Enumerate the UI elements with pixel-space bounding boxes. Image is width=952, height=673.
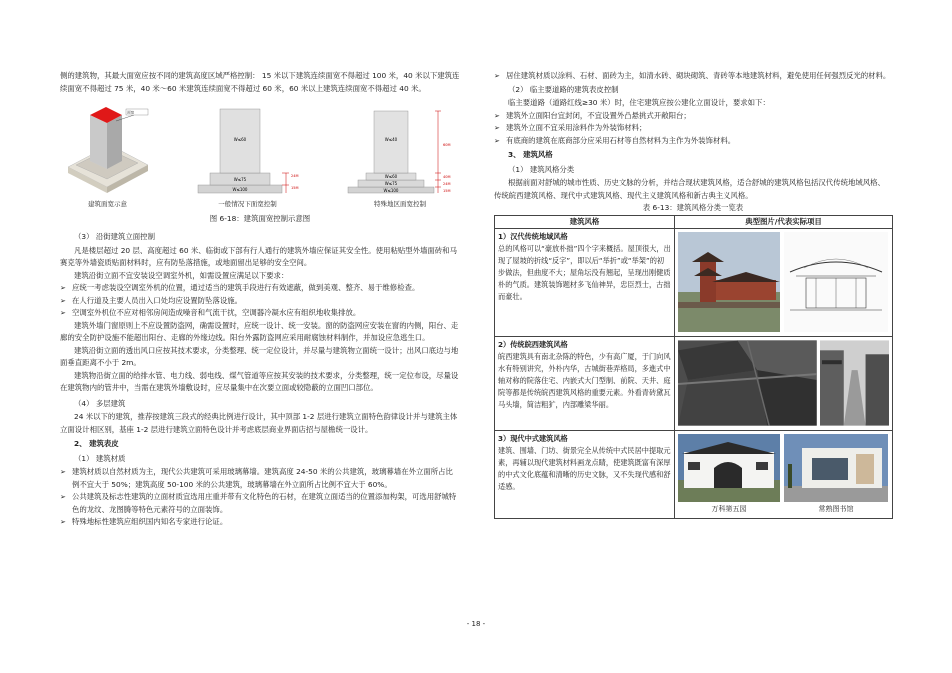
heading-building-skin: 2、 建筑表皮	[74, 439, 119, 448]
han-architecture-sketch	[784, 232, 888, 332]
section-4-paragraph: 24 米以下的建筑，推荐按建筑三段式的经典比例进行设计，其中顶部 1-2 层进行建筑立面特色韵律设计并与建筑主体立面设计相区别，基座 1-2 层进行建筑立面特色设计并考虑底层商业界面店招与屋檐统一设计。	[60, 412, 458, 434]
style-description: 建筑、围墙、门坊、街景完全从传统中式民居中提取元素，再辅以现代建筑材料画龙点睛，使建筑既富有深厚的中式文化底蕴和清晰的历史文脉，又不失现代感和舒适感。	[498, 446, 671, 491]
image-caption-changshu: 常熟图书馆	[818, 505, 854, 513]
wanxi-street-photo	[820, 340, 889, 426]
bullet-item: ➢ 建筑外立面不宜采用涂料作为外装饰材料；	[494, 122, 892, 135]
figure-caption-3: 特殊地区面宽控制	[374, 200, 426, 208]
style-cell	[495, 229, 675, 337]
bullet-item: ➢ 特殊地标性建筑应组织国内知名专家进行论证。	[60, 516, 460, 529]
arrow-bullet-icon: ➢	[60, 296, 66, 305]
general-width-control-diagram	[188, 101, 308, 196]
arrow-bullet-icon: ➢	[494, 111, 500, 120]
material-subheading: （1） 建筑材质	[74, 453, 126, 463]
vanke-fifth-garden-photo	[678, 434, 780, 502]
arrow-bullet-icon: ➢	[60, 284, 66, 292]
figure-caption-2: 一般情况下面宽控制	[218, 200, 277, 208]
height-15m-label: 15M	[443, 189, 451, 193]
image-cell	[675, 337, 893, 431]
style-table	[494, 215, 893, 520]
road-skin-paragraph: 临主要道路（道路红线≥30 米）时，住宅建筑应按公建化立面设计，要求如下：	[508, 98, 770, 107]
section-4-title: （4） 多层建筑	[74, 398, 126, 408]
style-name: 2）传统皖西建筑风格	[498, 340, 568, 349]
han-tower-photo	[678, 232, 780, 332]
building-width-3d-illustration	[60, 101, 155, 196]
style-classification-subheading: （1） 建筑风格分类	[508, 164, 575, 174]
height-15m-label: 15M	[290, 186, 298, 190]
w75-label: W≤75	[384, 181, 398, 186]
arrow-bullet-icon: ➢	[494, 124, 500, 132]
section-3-paragraph-1: 凡是楼层超过 20 层、高度超过 60 米、临街或下部有行人通行的建筑外墙应保证其安全性。使用粘贴型外墙面砖和马赛克等外墙瓷质贴面材料时，应有防坠落措施，或地面留出足够的安全空间。	[60, 245, 457, 267]
table-header-row	[495, 215, 893, 229]
style-cell	[495, 337, 675, 431]
height-40m-label: 40M	[443, 175, 451, 179]
w40-label: W≤40	[384, 137, 398, 142]
page-number: - 18 -	[466, 620, 486, 628]
left-column	[60, 70, 460, 529]
heading-building-style: 3、 建筑风格	[508, 150, 553, 159]
table-header-images: 典型图片/代表实际项目	[675, 215, 893, 229]
arrow-bullet-icon: ➢	[60, 468, 66, 476]
w100-label: W≤100	[232, 187, 247, 192]
section-3-title: （3） 沿街建筑立面控制	[74, 232, 155, 241]
image-cell	[675, 229, 893, 337]
figure-captions	[60, 198, 460, 211]
arrow-bullet-icon: ➢	[494, 72, 500, 80]
road-skin-subheading: （2） 临主要道路的建筑表皮控制	[508, 84, 619, 94]
height-60m-label: 60M	[443, 143, 451, 147]
table-header-style: 建筑风格	[495, 215, 675, 229]
width-control-figure	[60, 101, 460, 196]
w60-label: W≤60	[233, 137, 246, 142]
wanxi-rooftops-aerial-photo	[678, 340, 817, 426]
style-classification-paragraph: 根据前面对舒城的城市性质、历史文脉的分析，并结合现状建筑风格，适合舒城的建筑风格包括汉代传统地域风格、传统皖西建筑风格、现代中式建筑风格、现代主义建筑风格和新古典主义风格。	[494, 178, 885, 200]
table-row	[495, 431, 893, 519]
style-description: 总的风格可以“豪放朴拙”四个字来概括。屋顶很大，出现了屋坡的折线“反字”，即以后“举折”或“举架”的初步做法，但曲度不大；屋角坛没有翘起，呈现出刚健质朴的气质。建筑装饰题材多飞仙神异，忠臣烈士，古拙而豪壮。	[498, 244, 671, 301]
arrow-bullet-icon: ➢	[60, 518, 66, 526]
bullet-item: ➢ 居住建筑材质以涂料、石材、面砖为主，如清水砖、砌块砌筑、青砖等本地建筑材料，避免使用任何强烈反光的材料。	[494, 70, 892, 83]
changshu-library-photo	[784, 434, 888, 502]
w100-label: W≤100	[383, 188, 399, 193]
bullet-item: ➢ 建筑外立面阳台宜封闭，不宜设置外凸悬挑式开敞阳台；	[494, 110, 892, 123]
arrow-bullet-icon: ➢	[60, 309, 66, 317]
bullet-item: ➢ 在人行道及主要人员出入口处均应设置防坠落设施。	[60, 295, 460, 308]
height-24m-label: 24M	[290, 174, 298, 178]
style-description: 皖西建筑具有南北杂陈的特色，少有高广厦，于门向风水有特别讲究，外朴内华，古城街巷弄格局，多進式中轴对称的院落住宅、内嵌式大门型制、前院、天井、庭院等都是传统皖西建筑风格的重要元素。外看青砖黛瓦马头墙，简洁粗犷，内部雕梁华丽。	[498, 352, 671, 409]
section-3-paragraph-3: 建筑外墙门窗原则上不应设置防盗网，确需设置时，应统一设计、统一安装。窗的防盗网应安装在窗的内侧，阳台、走廊的安全防护设施不能超出阳台、走廊的外缘边线。阳台外露防盗网应采用耐腐蚀材料制作，并加设应急逃生口。	[60, 320, 459, 342]
style-name: 3）现代中式建筑风格	[498, 434, 568, 443]
right-column	[494, 70, 892, 519]
style-name: 1）汉代传统地域风格	[498, 232, 568, 241]
figure-caption-1: 建筑面宽示意	[88, 200, 127, 208]
arrow-bullet-icon: ➢	[60, 493, 66, 501]
section-3-paragraph-2: 建筑沿街立面不宜安装设空调室外机，如需设置应满足以下要求：	[74, 270, 289, 280]
width-annotation-label: 面宽	[127, 110, 135, 115]
bullet-item: ➢ 空调室外机位不应对相邻房间造成噪音和气流干扰，空调器冷凝水应有组织地收集排放。	[60, 307, 460, 320]
w60-label: W≤60	[384, 174, 398, 179]
table-caption: 表 6-13：建筑风格分类一览表	[642, 203, 744, 212]
table-row	[495, 229, 893, 337]
w75-label: W≤75	[233, 177, 246, 182]
bullet-item: ➢ 公共建筑及标志性建筑的立面材质宜选用庄重并带有文化特色的石材，在建筑立面适当的位置添加构架，可选用舒城特色的龙纹、龙图腾等特色元素符号的立面装饰。	[60, 491, 460, 516]
image-caption-vanke: 万科第五园	[711, 505, 747, 513]
arrow-bullet-icon: ➢	[494, 136, 500, 145]
bullet-item: ➢ 应统一考虑装设空调室外机的位置，通过适当的建筑手段进行有效遮蔽，做到美观、整齐、易于维修检查。	[60, 282, 460, 295]
bullet-item: ➢ 建筑材质以自然材质为主，现代公共建筑可采用玻璃幕墙。建筑高度 24-50 米的公共建筑，玻璃幕墙在外立面所占比例不宜大于 50%；建筑高度 50-100 米的公共建筑，玻璃幕墙在外立面所占比例不宜大于 60%。	[60, 466, 460, 491]
bullet-item: ➢ 有底商的建筑在底商部分应采用石材等自然材料为主作为外装饰材料。	[494, 135, 892, 148]
style-cell	[495, 431, 675, 519]
table-row	[495, 337, 893, 431]
image-cell	[675, 431, 893, 519]
section-3-paragraph-5: 建筑物沿街立面的给排水管、电力线、弱电线、煤气管道等应按其安装的技术要求，分类整理，统一定位布设，尽量设在建筑物内的管井中，当需在建筑外墙敷设时，应尽量集中在次要立面或较隐蔽的立面凹口部位。	[60, 370, 459, 392]
section-3-paragraph-4: 建筑沿街立面的透出风口应按其技术要求，分类整理、统一定位设计，并尽量与建筑物立面统一设计；出风口底边与地面垂直距离不小于 2m。	[60, 345, 459, 367]
intro-paragraph: 侧的建筑物，其最大面宽应按不同的建筑高度区域严格控制： 15 米以下建筑连续面宽不得超过 100 米，40 米以下建筑连续面宽不得超过 75 米，40 米～60 米建筑连续面宽不得超过 60 米，60 米以上建筑连续面宽不得超过 40 米。	[60, 71, 460, 93]
height-24m-label: 24M	[443, 182, 451, 186]
special-area-width-control-diagram	[340, 101, 460, 196]
figure-title: 图 6-18：建筑面宽控制示意图	[209, 213, 311, 223]
